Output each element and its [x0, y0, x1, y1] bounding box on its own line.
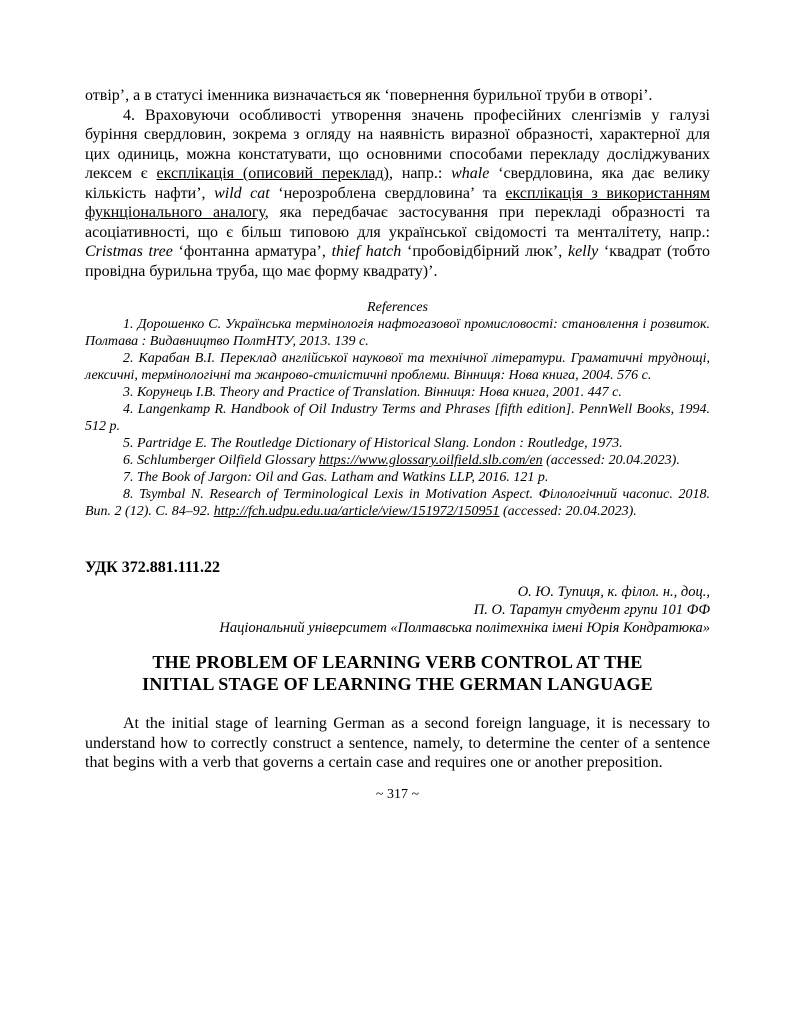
article-title-line-2: INITIAL STAGE OF LEARNING THE GERMAN LANGUAGE	[142, 674, 653, 694]
reference-item	[85, 452, 710, 469]
text-segment: 8. Tsymbal N. Research of Terminological Lexis in Motivation Aspect. Філологічний часопис. 2018. Вип. 2 (12). С. 84–92.	[85, 487, 710, 519]
text-segment: ‘фонтанна арматура’,	[172, 243, 332, 260]
references-heading: References	[367, 300, 428, 315]
body-paragraph: At the initial stage of learning German as a second foreign language, it is necessary to understand how to correctly construct a sentence, namely, to determine the center of a sentence that begins with a verb that governs a certain case and requires one or another preposition.	[85, 715, 710, 771]
udk-code: УДК 372.881.111.22	[85, 559, 220, 576]
reference-item	[85, 469, 710, 486]
reference-item	[85, 316, 710, 350]
text-segment: ‘квадрат (тобто провідна бурильна труба, що має форму квадрату)’.	[85, 243, 711, 280]
reference-item	[85, 435, 710, 452]
text-segment: (accessed: 20.04.2023).	[542, 453, 680, 468]
reference-item	[85, 486, 710, 520]
article-title-line-1: THE PROBLEM OF LEARNING VERB CONTROL AT THE	[152, 652, 643, 672]
page-number: ~ 317 ~	[375, 786, 420, 802]
reference-link[interactable]: http://fch.udpu.edu.ua/article/view/151972/150951	[213, 504, 500, 519]
reference-item	[85, 384, 710, 401]
italic-term: Cristmas tree	[85, 243, 173, 260]
text-segment: 3. Корунець І.В. Theory and Practice of Translation. Вінниця: Нова книга, 2001. 447 с.	[123, 385, 622, 400]
reference-item	[85, 401, 710, 435]
authors-block	[85, 583, 710, 637]
text-segment: , яка передбачає застосування при перекладі образності та асоціативності, що є більш типовою для української свідомості та менталітету, напр.:	[85, 204, 710, 241]
text-segment: ‘пробовідбірний люк’,	[401, 243, 568, 260]
underlined-term: експлікація (описовий переклад)	[156, 165, 390, 182]
italic-term: kelly	[567, 243, 599, 260]
text-segment: 7. The Book of Jargon: Oil and Gas. Latham and Watkins LLP, 2016. 121 p.	[123, 470, 549, 485]
author-line: П. О. Таратун студент групи 101 ФФ	[473, 602, 710, 618]
text-segment: 6. Schlumberger Oilfield Glossary	[123, 453, 319, 468]
text-segment: (accessed: 20.04.2023).	[499, 504, 637, 519]
text-segment: 4. Langenkamp R. Handbook of Oil Industry Terms and Phrases [fifth edition]. PennWell Books, 1994. 512 p.	[85, 402, 710, 434]
text-segment: ‘свердловина, яка дає велику кількість нафти’,	[85, 165, 711, 202]
italic-term: thief hatch	[331, 243, 402, 260]
text-segment: отвір’, а в статусі іменника визначається як ‘повернення бурильної труби в отворі’.	[85, 87, 653, 104]
paragraph-item-4	[85, 106, 710, 282]
references-section	[85, 299, 710, 520]
article-title	[85, 651, 710, 695]
text-segment: 4. Враховуючи особливості утворення значень професійних сленгізмів у галузі буріння свердловин, зокрема з огляду на наявність виразної образності, характерної для цих одиниць, можна констатувати, що основними способами перекладу досліджуваних лексем є	[85, 106, 710, 182]
paragraph-continuation	[85, 86, 710, 106]
reference-link[interactable]: https://www.glossary.oilfield.slb.com/en	[318, 453, 543, 468]
italic-term: wild cat	[214, 184, 270, 202]
text-segment: 1. Дорошенко С. Українська термінологія нафтогазової промисловості: становлення і розвиток. Полтава : Видавництво ПолтНТУ, 2013. 139 с.	[85, 317, 710, 349]
text-segment: 2. Карабан В.І. Переклад англійської наукової та технічної літератури. Граматичні труднощі, лексичні, термінологічні та жанрово-стилістичні проблеми. Вінниця: Нова книга, 2004. 576 с.	[85, 351, 710, 383]
reference-item	[85, 350, 710, 384]
author-line: О. Ю. Тупиця, к. філол. н., доц.,	[517, 584, 710, 600]
underlined-term: експлікація з використанням фукнціонального аналогу	[85, 184, 711, 221]
italic-term: whale	[451, 165, 490, 182]
text-segment: 5. Partridge E. The Routledge Dictionary of Historical Slang. London : Routledge, 1973.	[123, 436, 623, 451]
affiliation-line: Національний університет «Полтавська політехніка імені Юрія Кондратюка»	[219, 620, 710, 636]
text-segment: , напр.:	[389, 165, 452, 182]
text-segment: ‘нерозроблена свердловина’ та	[269, 184, 506, 202]
